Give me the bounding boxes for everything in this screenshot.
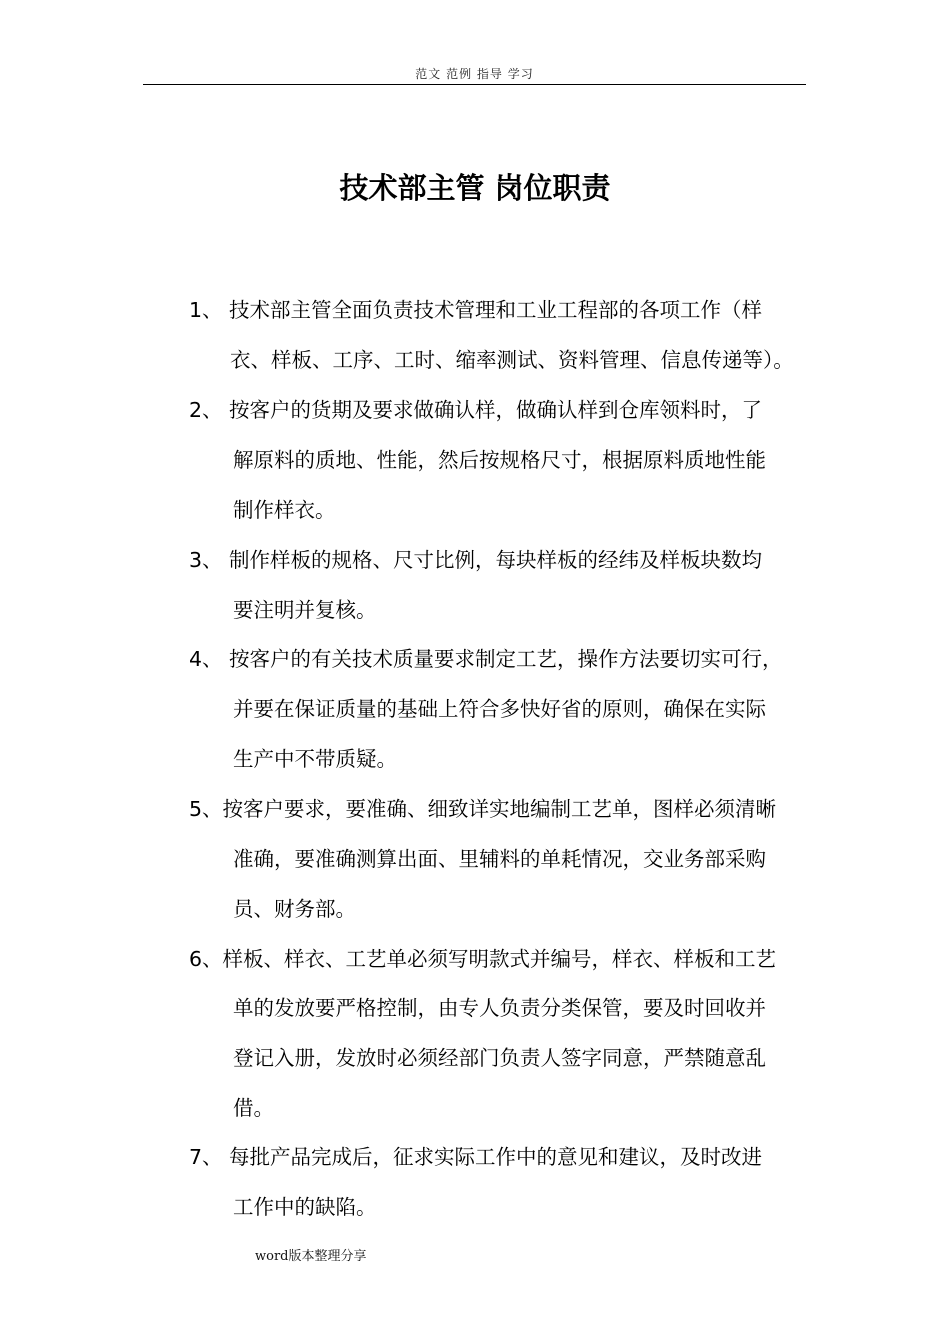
duty-line: 员、财务部。 — [233, 897, 356, 921]
duty-line: 并要在保证质量的基础上符合多快好省的原则，确保在实际 — [233, 697, 766, 721]
duty-line: 制作样衣。 — [233, 498, 336, 522]
duty-line: 衣、样板、工序、工时、缩率测试、资料管理、信息传递等）。 — [230, 348, 794, 372]
duty-line: 7、 每批产品完成后，征求实际工作中的意见和建议，及时改进 — [189, 1145, 763, 1169]
duty-line: 6、样板、样衣、工艺单必须写明款式并编号，样衣、样板和工艺 — [189, 947, 777, 971]
duty-line: 解原料的质地、性能，然后按规格尺寸，根据原料质地性能 — [233, 448, 766, 472]
duty-line: 2、 按客户的货期及要求做确认样，做确认样到仓库领料时，了 — [189, 398, 763, 422]
duty-line: 工作中的缺陷。 — [233, 1195, 377, 1219]
duty-line: 1、 技术部主管全面负责技术管理和工业工程部的各项工作（样 — [189, 298, 763, 322]
duty-line: 4、 按客户的有关技术质量要求制定工艺，操作方法要切实可行， — [189, 647, 783, 671]
duty-line: 3、 制作样板的规格、尺寸比例，每块样板的经纬及样板块数均 — [189, 548, 763, 572]
duty-line: 5、按客户要求，要准确、细致详实地编制工艺单，图样必须清晰 — [189, 797, 777, 821]
document-title: 技术部主管 岗位职责 — [339, 171, 611, 205]
page-footer: word版本整理分享 — [255, 1249, 367, 1264]
page-header — [143, 62, 806, 85]
header-text: 范文 范例 指导 学习 — [415, 67, 534, 81]
duty-line: 要注明并复核。 — [233, 598, 377, 622]
duty-line: 生产中不带质疑。 — [233, 747, 397, 771]
duty-line: 登记入册，发放时必须经部门负责人签字同意，严禁随意乱 — [233, 1046, 766, 1070]
duty-line: 单的发放要严格控制，由专人负责分类保管，要及时回收并 — [233, 996, 766, 1020]
duty-line: 借。 — [233, 1096, 274, 1120]
duty-line: 准确，要准确测算出面、里辅料的单耗情况，交业务部采购 — [233, 847, 766, 871]
